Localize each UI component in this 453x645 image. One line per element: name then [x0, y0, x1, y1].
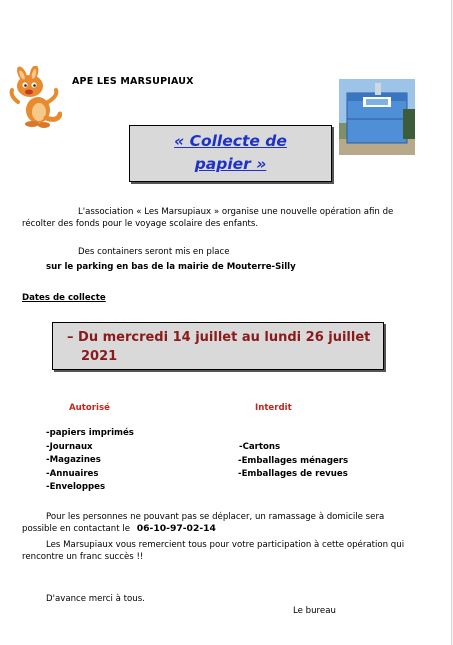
list-item: -papiers imprimés: [46, 428, 134, 438]
authorized-heading: Autorisé: [69, 403, 110, 413]
list-item: -Cartons: [239, 442, 281, 452]
thanks-line-1: Les Marsupiaux vous remercient tous pour votre participation à cette opération qui: [46, 540, 405, 550]
location-text: sur le parking en bas de la mairie de Mouterre-Silly: [46, 262, 296, 272]
containers-text: Des containers seront mis en place: [78, 247, 230, 257]
period-line-1: – Du mercredi 14 juillet au lundi 26 juillet: [67, 330, 371, 345]
paper-container-photo: [339, 79, 415, 155]
list-item: -Annuaires: [46, 468, 99, 479]
list-item: -Journaux: [46, 441, 93, 452]
phone-number: 06-10-97-02-14: [136, 523, 216, 534]
page-title: [130, 130, 331, 176]
collection-period: [67, 328, 379, 366]
pickup-line-2: possible en contactant le 06-10-97-02-14: [22, 523, 216, 534]
advance-thanks: D'avance merci à tous.: [46, 594, 145, 604]
list-item: -Emballages de revues: [238, 469, 348, 480]
intro-line-2: récolter des fonds pour le voyage scolaire des enfants.: [22, 219, 259, 229]
forbidden-heading: Interdit: [255, 403, 292, 413]
kangaroo-mascot-icon: [8, 66, 62, 128]
signature: Le bureau: [293, 606, 336, 616]
list-item: -Enveloppes: [46, 482, 106, 493]
title-line-1: « Collecte de: [174, 132, 287, 150]
list-item: -Emballages ménagers: [238, 455, 349, 466]
organization-name: APE LES MARSUPIAUX: [72, 76, 194, 87]
dates-heading: Dates de collecte: [22, 293, 106, 303]
intro-line-1: L'association « Les Marsupiaux » organise une nouvelle opération afin de: [78, 207, 394, 217]
forbidden-list: [238, 441, 348, 482]
pickup-line-1: Pour les personnes ne pouvant pas se déplacer, un ramassage à domicile sera: [46, 512, 385, 522]
dates-box: [52, 322, 384, 370]
title-line-2: papier »: [194, 155, 267, 173]
list-item: -Magazines: [46, 455, 101, 466]
authorized-list: [46, 427, 134, 495]
thanks-line-2: rencontre un franc succès !!: [22, 552, 144, 562]
title-box: [129, 125, 332, 182]
period-line-2: 2021: [81, 349, 118, 364]
